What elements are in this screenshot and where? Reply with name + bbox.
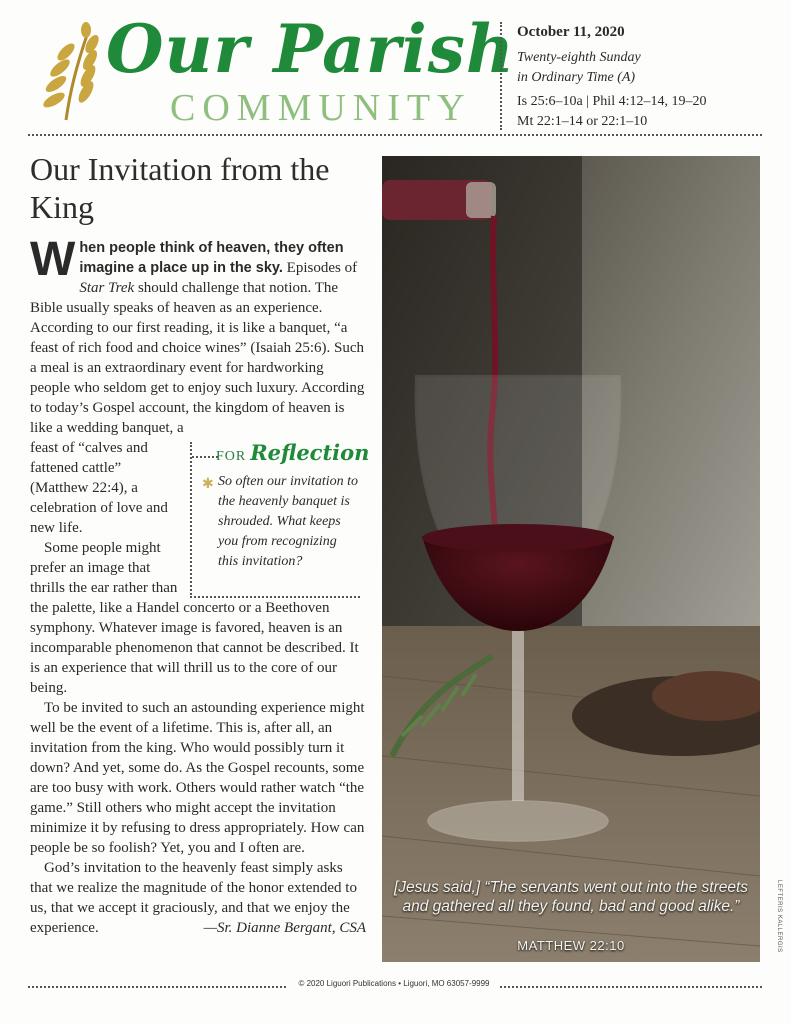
liturgical-day-line2: in Ordinary Time (A) [517, 70, 636, 85]
photo-quote: [Jesus said,] “The servants went out into the streets and gathered all they found, bad and good alike.” [393, 879, 749, 915]
article-paragraph: the palette, like a Handel concerto or a Beethoven symphony. Whatever image is favored, heaven is an incomparable phenomenon that cannot be described. It is an experience that will thrill us to the core of our being. [30, 600, 359, 696]
reflection-heading [216, 440, 369, 465]
reflection-for-label: FOR [216, 449, 247, 464]
reflection-title: Reflection [250, 440, 370, 465]
article-body-narrow [30, 438, 180, 598]
wheat-icon [36, 22, 102, 122]
photo-credit: LEFTERIS KALLERGIS [776, 880, 782, 953]
footer-rule-left [28, 986, 286, 988]
wine-glass-illustration [382, 156, 760, 962]
readings-line1: Is 25:6–10a | Phil 4:12–14, 19–20 [517, 94, 707, 109]
article-paragraph: To be invited to such an astounding experience might well be the event of a lifetime. This is, after all, an invitation from the king. Who would possibly turn it down? And yet, some do. As the Gospel recounts, some are too busy with work. Others would rather watch “the game.” Still others who might accept the invitation minimize it by refusing to dress appropriately. How can people be so foolish? Yet, you and I often are. [30, 700, 365, 856]
issue-info [517, 22, 777, 132]
article-text: God’s invitation to the heavenly feast simply asks that we realize the magnitude of the honor extended to us, that we accept it graciously, and that we enjoy the experience. [30, 860, 357, 936]
article-text: Episodes of [282, 260, 358, 276]
article-paragraph: feast of “calves and fattened cattle” (Matthew 22:4), a celebration of love and new life. [30, 440, 168, 536]
article-paragraph [30, 858, 366, 938]
masthead-title: Our Parish [106, 10, 515, 88]
masthead [0, 0, 791, 135]
masthead-divider [500, 22, 502, 130]
reflection-question: So often our invitation to the heavenly banquet is shrouded. What keeps you from recognizing this invitation? [218, 474, 358, 569]
show-title: Star Trek [79, 280, 135, 296]
footer-rule-right [500, 986, 762, 988]
article-text: should challenge that notion. The Bible usually speaks of heaven as an experience. According to our first reading, it is like a banquet, “a feast of rich food and choice wines” (Isaiah 25:6). Such a meal is an extraordinary event for hardworking people who seldom get to enjoy such luxury. According to today’s Gospel account, the kingdom of heaven is like a wedding banquet, a [30, 280, 365, 436]
reflection-rule [192, 456, 218, 458]
article-author: —Sr. Dianne Bergant, CSA [203, 920, 366, 936]
article-paragraph: Some people might prefer an image that thrills the ear rather than [30, 540, 178, 596]
drop-cap: W [30, 233, 76, 286]
photo-citation: MATTHEW 22:10 [517, 938, 625, 953]
masthead-subtitle: COMMUNITY [170, 87, 472, 129]
article-body-bottom [30, 598, 366, 938]
star-icon: ✱ [202, 477, 214, 492]
article-body-top [30, 233, 366, 438]
article-lead: hen people think of heaven, they often imagine a place up in the sky. [79, 240, 344, 276]
wine-glass-photo [382, 156, 760, 962]
issue-date: October 11, 2020 [517, 24, 625, 40]
liturgical-day-line1: Twenty-eighth Sunday [517, 50, 641, 65]
footer-copyright: © 2020 Liguori Publications • Liguori, MO 63057-9999 [298, 979, 490, 988]
header-rule [28, 134, 762, 136]
readings-line2: Mt 22:1–14 or 22:1–10 [517, 114, 648, 129]
article-headline: Our Invitation from the King [30, 151, 330, 225]
footer [0, 979, 791, 993]
